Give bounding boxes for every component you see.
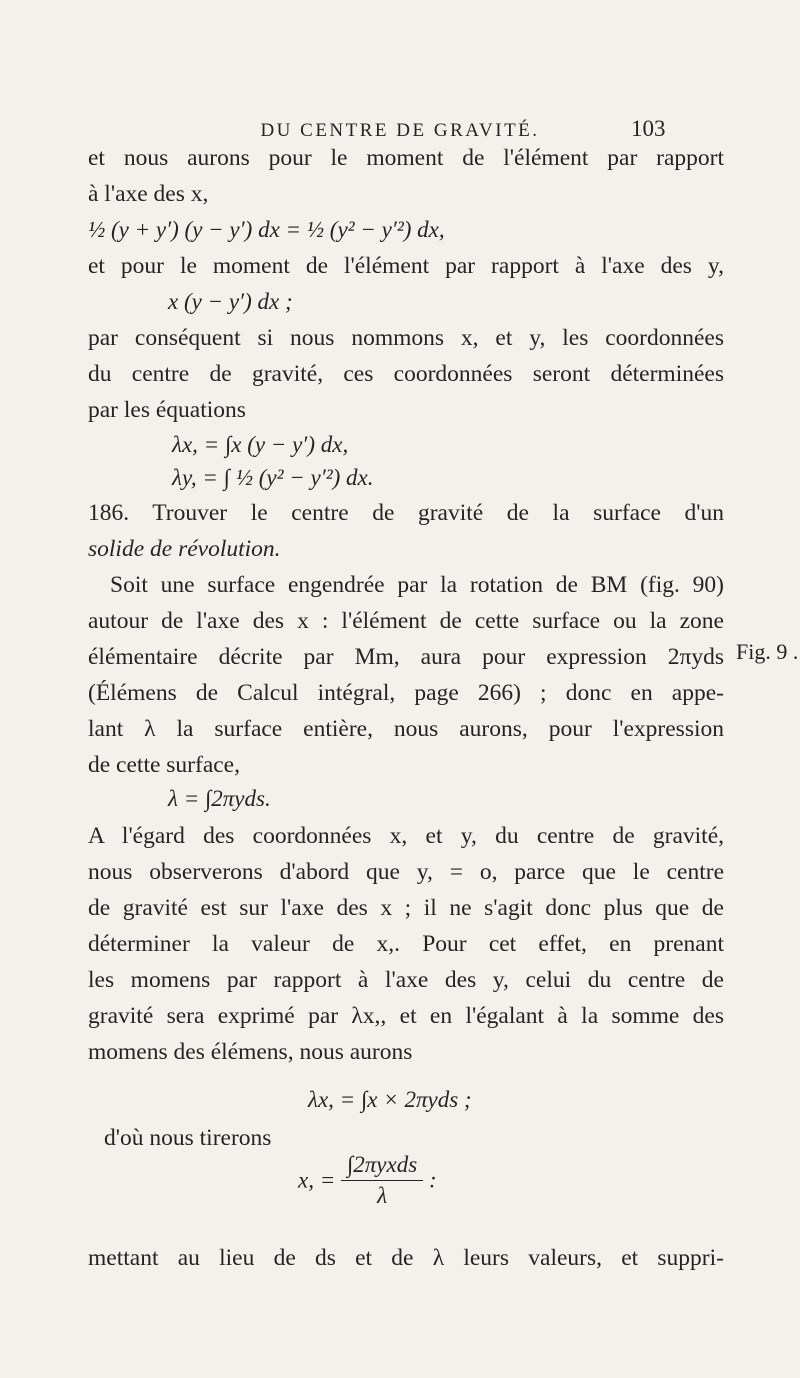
- text-line: et nous aurons pour le moment de l'élément par rapport: [88, 145, 724, 171]
- text-line: (Élémens de Calcul intégral, page 266) ; donc en appe-: [88, 680, 724, 706]
- equation-moment-y: x (y − y′) dx ;: [168, 289, 293, 314]
- fraction-denominator: λ: [377, 1183, 388, 1208]
- text-line: par les équations: [88, 397, 246, 423]
- text-line: du centre de gravité, ces coordonnées seront déterminées: [88, 361, 724, 387]
- text-line: autour de l'axe des x : l'élément de cette surface ou la zone: [88, 608, 724, 634]
- text-line: à l'axe des x,: [88, 181, 209, 207]
- equation-moment-sum: λx, = ∫x × 2πyds ;: [308, 1087, 472, 1112]
- text-line: mettant au lieu de ds et de λ leurs valeurs, et suppri-: [88, 1245, 724, 1271]
- text-line: et pour le moment de l'élément par rapport à l'axe des y,: [88, 253, 724, 279]
- fraction-trail: :: [428, 1167, 437, 1193]
- fraction-numerator: ∫2πyxds: [341, 1150, 423, 1181]
- text-line: momens des élémens, nous aurons: [88, 1039, 413, 1065]
- text-line: par conséquent si nous nommons x, et y, les coordonnées: [88, 325, 724, 351]
- fraction: [341, 1150, 423, 1211]
- text-line: d'où nous tirerons: [104, 1125, 272, 1151]
- fraction-lhs: x, =: [298, 1167, 336, 1193]
- text-line: A l'égard des coordonnées x, et y, du centre de gravité,: [88, 823, 724, 849]
- text-line: Soit une surface engendrée par la rotation de BM (fig. 90): [110, 572, 724, 598]
- text-line: lant λ la surface entière, nous aurons, pour l'expression: [88, 716, 724, 742]
- running-title: DU CENTRE DE GRAVITÉ.: [260, 120, 540, 141]
- text-line: gravité sera exprimé par λx,, et en l'égalant à la somme des: [88, 1003, 724, 1029]
- running-header: [0, 116, 800, 142]
- equation-lambda-y: λy, = ∫ ½ (y² − y′²) dx.: [172, 465, 374, 490]
- text-line: déterminer la valeur de x,. Pour cet effet, en prenant: [88, 931, 724, 957]
- equation-moment-x: ½ (y + y′) (y − y′) dx = ½ (y² − y′²) dx,: [88, 217, 445, 242]
- section-heading-cont: solide de révolution.: [88, 536, 281, 562]
- equation-fraction-x: [298, 1150, 437, 1211]
- text-line: élémentaire décrite par Mm, aura pour expression 2πyds: [88, 644, 724, 670]
- equation-surface: λ = ∫2πyds.: [168, 786, 271, 811]
- text-line: de cette surface,: [88, 752, 240, 778]
- section-heading-186: 186. Trouver le centre de gravité de la surface d'un: [88, 500, 724, 526]
- equation-lambda-x: λx, = ∫x (y − y′) dx,: [172, 432, 349, 457]
- text-line: de gravité est sur l'axe des x ; il ne s'agit donc plus que de: [88, 895, 724, 921]
- text-line: les momens par rapport à l'axe des y, celui du centre de: [88, 967, 724, 993]
- margin-figure-reference: Fig. 9 .: [736, 639, 799, 664]
- text-line: nous observerons d'abord que y, = o, parce que le centre: [88, 859, 724, 885]
- page-number: 103: [631, 116, 666, 141]
